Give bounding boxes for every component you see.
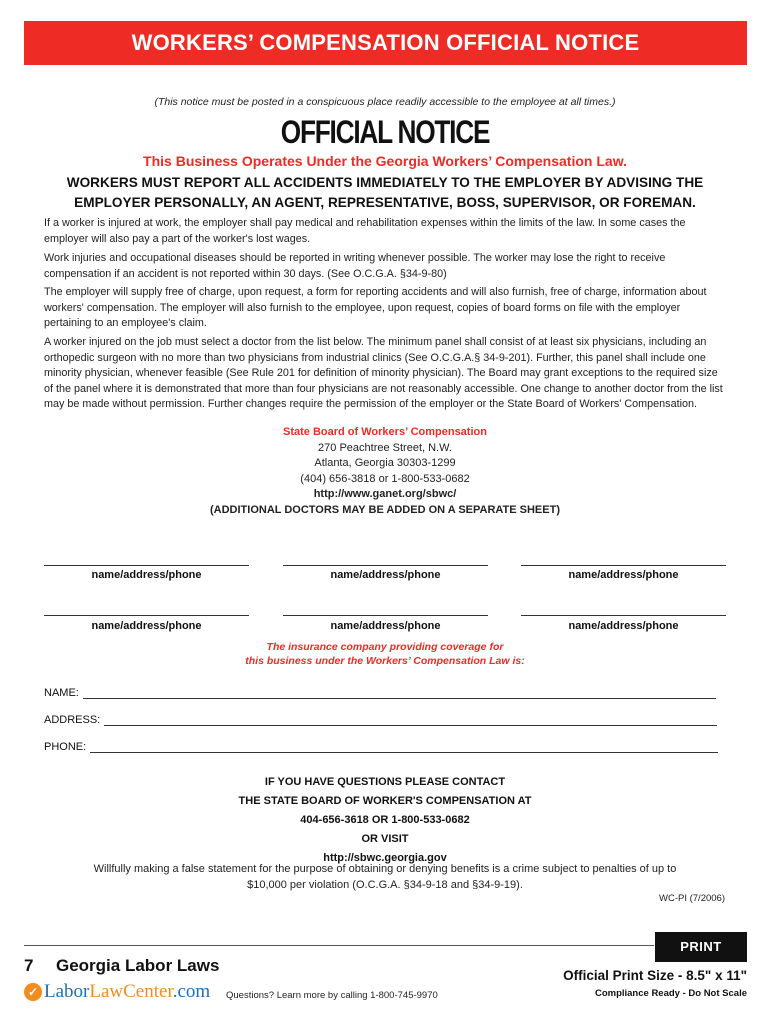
print-button[interactable]: PRINT — [655, 932, 747, 962]
insurer-heading-line1: The insurance company providing coverage for — [266, 641, 504, 653]
paragraph-medical-expenses: If a worker is injured at work, the employer shall pay medical and rehabilitation expenses within the limits of the law. In some cases the employer will also pay a part of the worker's lost wages. — [44, 217, 686, 245]
board-street: 270 Peachtree Street, N.W. — [318, 441, 452, 454]
contact-block — [0, 773, 770, 868]
contact-url-link[interactable]: http://sbwc.georgia.gov — [323, 852, 447, 864]
logo-word-lawcenter: LawCenter — [89, 981, 173, 1002]
notice-banner-title: WORKERS’ COMPENSATION OFFICIAL NOTICE — [24, 21, 747, 65]
false-statement-warning — [40, 862, 730, 893]
contact-phones: 404-656-3618 OR 1-800-533-0682 — [300, 814, 470, 826]
compliance-note: Compliance Ready - Do Not Scale — [594, 988, 747, 999]
must-report-statement: WORKERS MUST REPORT ALL ACCIDENTS IMMEDIATELY TO THE EMPLOYER BY ADVISING THE EMPLOYER PERSONALLY, AN AGENT, REPRESENTATIVE, BOSS, SUPERVISOR, OR FOREMAN. — [66, 175, 704, 210]
doctor-3-line[interactable] — [521, 565, 726, 566]
insurer-phone-field[interactable] — [44, 741, 718, 753]
contact-line1: IF YOU HAVE QUESTIONS PLEASE CONTACT — [264, 776, 506, 788]
board-city: Atlanta, Georgia 30303-1299 — [314, 457, 456, 469]
doctor-6-line[interactable] — [521, 615, 726, 616]
doctor-4-label: name/address/phone — [91, 620, 202, 632]
doctor-4-line[interactable] — [44, 615, 249, 616]
logo-word-com: .com — [172, 981, 211, 1002]
doctor-1-line[interactable] — [44, 565, 249, 566]
footer-questions: Questions? Learn more by calling 1-800-745-9970 — [226, 990, 438, 1001]
paragraph-employer-forms: The employer will supply free of charge, upon request, a form for reporting accidents and will also furnish, free of charge, information about workers' compensation. The employer will also furnish to the employee, upon request, copies of board forms on file with the employer pertaining to an employee's claim. — [44, 286, 707, 330]
doctor-6-label: name/address/phone — [568, 620, 679, 632]
contact-or-visit: OR VISIT — [361, 833, 409, 845]
paragraph-report-injuries: Work injuries and occupational diseases should be reported in writing whenever possible. The worker may lose the right to receive compensation if an accident is not reported within 30 days. (See O.C.G.A. §34-9-80) — [44, 252, 666, 280]
doctor-1-label: name/address/phone — [91, 569, 202, 581]
page-number: 7 — [24, 956, 34, 975]
insurer-address-input[interactable] — [104, 716, 717, 726]
state-board-address — [0, 425, 770, 518]
board-url-link[interactable]: http://www.ganet.org/sbwc/ — [313, 488, 457, 500]
board-phones: (404) 656-3818 or 1-800-533-0682 — [300, 472, 470, 485]
posting-note: (This notice must be posted in a conspicuous place readily accessible to the employee at all times.) — [154, 96, 616, 108]
laborlawcenter-logo[interactable] — [24, 981, 210, 1003]
doctor-5-label: name/address/phone — [330, 620, 441, 632]
insurer-name-label: NAME: — [44, 687, 79, 699]
additional-doctors-note: (ADDITIONAL DOCTORS MAY BE ADDED ON A SEPARATE SHEET) — [210, 503, 560, 516]
section-title: Georgia Labor Laws — [56, 956, 220, 975]
form-number: WC-PI (7/2006) — [659, 893, 725, 904]
insurer-name-field[interactable] — [44, 687, 716, 699]
warning-line2: $10,000 per violation (O.C.G.A. §34-9-18 and §34-9-19). — [247, 878, 523, 891]
doctor-3-label: name/address/phone — [568, 569, 679, 581]
insurer-address-field[interactable] — [44, 714, 717, 726]
official-notice-title: OFFICIAL NOTICE — [280, 114, 490, 150]
logo-word-labor: Labor — [44, 981, 90, 1002]
insurer-phone-label: PHONE: — [44, 741, 87, 753]
paragraph-doctor-panel: A worker injured on the job must select a doctor from the list below. The minimum panel shall consist of at least six physicians, including an orthopedic surgeon with no more than two physicians from industrial clinics (See O.C.G.A.§ 34-9-201). Further, this panel shall include one minority physician, whenever feasible (See Rule 201 for definition of minority physician). The Board may grant exceptions to the required size of the panel where it is demonstrated that more than four physicians are not reasonably accessible. One change to another doctor from the list may be made without permission. Further changes require the permission of the employer or the State Board of Workers' Compensation. — [44, 336, 723, 411]
warning-line1: Willfully making a false statement for the purpose of obtaining or denying benefits is a crime subject to penalties of up to — [93, 863, 677, 875]
insurer-heading — [0, 640, 770, 668]
doctor-5-line[interactable] — [283, 615, 488, 616]
operates-under-law-line: This Business Operates Under the Georgia Workers’ Compensation Law. — [143, 153, 627, 169]
logo-circle-icon: ✓ — [24, 983, 42, 1001]
contact-line2: THE STATE BOARD OF WORKER'S COMPENSATION AT — [238, 795, 532, 807]
logo-wordmark — [44, 981, 210, 1003]
board-name: State Board of Workers’ Compensation — [283, 426, 487, 438]
official-print-size: Official Print Size - 8.5" x 11" — [563, 968, 747, 983]
insurer-name-input[interactable] — [83, 689, 716, 699]
insurer-heading-line2: this business under the Workers’ Compensation Law is: — [245, 655, 525, 667]
doctor-2-label: name/address/phone — [330, 569, 441, 581]
insurer-phone-input[interactable] — [90, 743, 718, 753]
footer-divider — [24, 945, 654, 946]
doctor-2-line[interactable] — [283, 565, 488, 566]
insurer-address-label: ADDRESS: — [44, 714, 101, 726]
